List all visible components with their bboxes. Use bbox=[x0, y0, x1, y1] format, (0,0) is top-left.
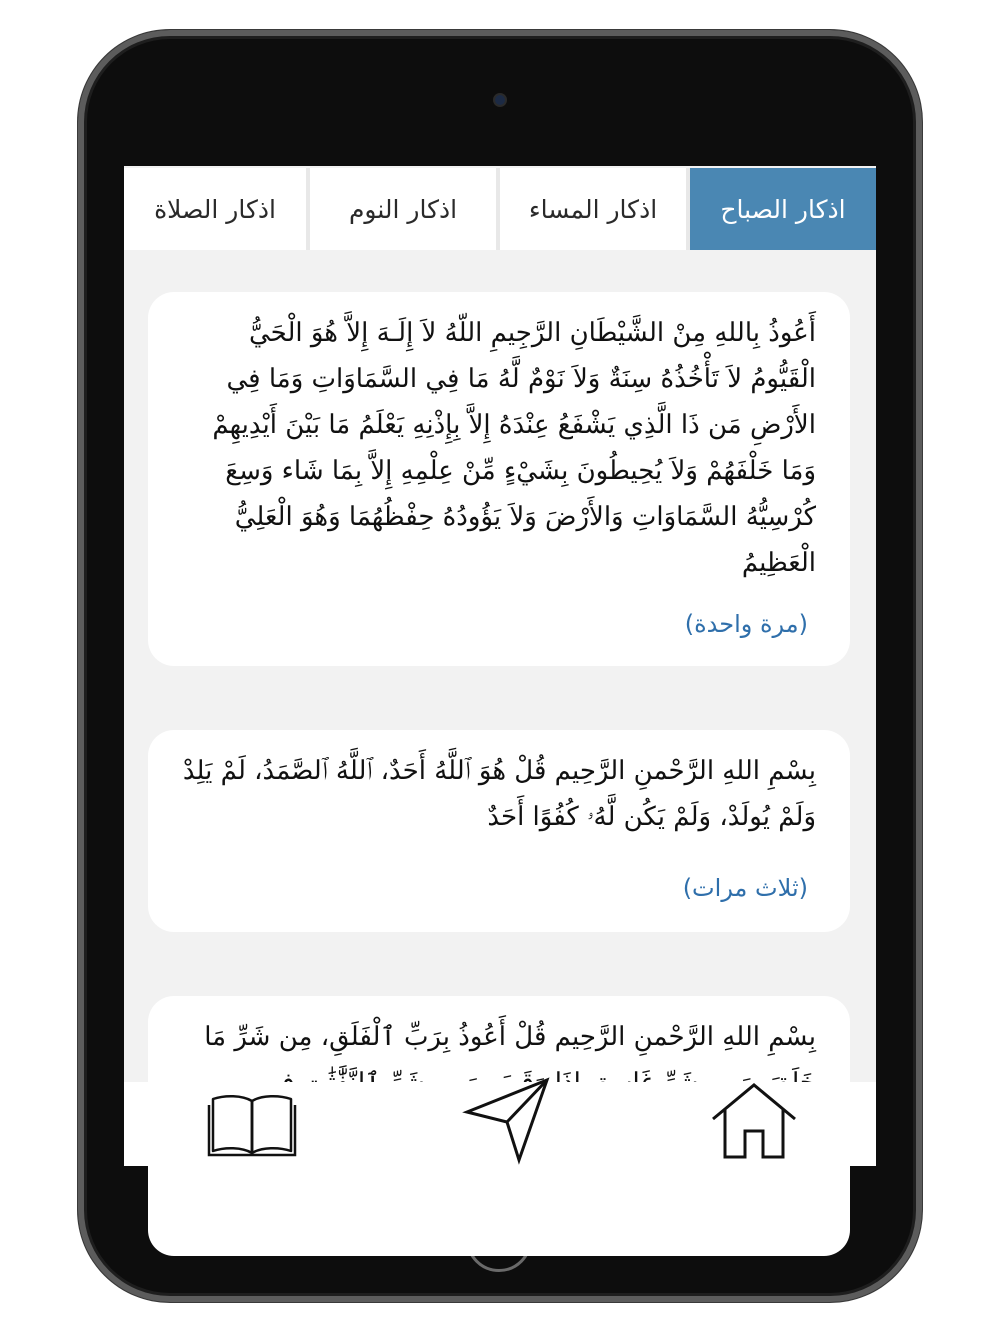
app-screen bbox=[124, 166, 876, 1166]
tab-bar bbox=[124, 168, 876, 250]
home-icon bbox=[709, 1087, 799, 1165]
front-camera bbox=[495, 95, 505, 105]
tab-morning-adhkar[interactable]: اذكار الصباح bbox=[690, 168, 876, 250]
tab-sleep-adhkar[interactable]: اذكار النوم bbox=[310, 168, 500, 250]
send-icon bbox=[463, 1086, 553, 1166]
dhikr-card bbox=[148, 730, 850, 932]
book-icon bbox=[207, 1091, 297, 1161]
nav-send-button[interactable] bbox=[458, 1088, 558, 1164]
repeat-count: (ثلاث مرات) bbox=[682, 874, 808, 902]
dhikr-card bbox=[148, 292, 850, 666]
dhikr-text: أَعُوذُ بِاللهِ مِنْ الشَّيْطَانِ الرَّجِيمِ اللّهُ لاَ إِلَـهَ إِلاَّ هُوَ الْحَيُّ الْقَيُّومُ لاَ تَأْخُذُهُ سِنَةٌ وَلاَ نَوْمٌ لَّهُ مَا فِي السَّمَاوَاتِ وَمَا فِي الأَرْضِ مَن ذَا الَّذِي يَشْفَعُ عِنْدَهُ إِلاَّ بِإِذْنِهِ يَعْلَمُ مَا بَيْنَ أَيْدِيهِمْ وَمَا خَلْفَهُمْ وَلاَ يُحِيطُونَ بِشَيْءٍ مِّنْ عِلْمِهِ إِلاَّ بِمَا شَاء وَسِعَ كُرْسِيُّهُ السَّمَاوَاتِ وَالأَرْضَ وَلاَ يَؤُودُهُ حِفْظُهُمَا وَهُوَ الْعَلِيُّ الْعَظِيمُ bbox=[212, 318, 816, 578]
bottom-nav bbox=[124, 1082, 876, 1166]
tab-prayer-adhkar[interactable]: اذكار الصلاة bbox=[124, 168, 310, 250]
nav-book-button[interactable] bbox=[202, 1088, 302, 1164]
adhkar-list[interactable] bbox=[124, 250, 876, 1082]
tab-evening-adhkar[interactable]: اذكار المساء bbox=[500, 168, 690, 250]
repeat-count: (مرة واحدة) bbox=[684, 610, 808, 638]
nav-home-button[interactable] bbox=[704, 1088, 804, 1164]
dhikr-text: بِسْمِ اللهِ الرَّحْمنِ الرَّحِيم قُلْ أَعُوذُ بِرَبِّ ٱلْفَلَقِ، مِن شَرِّ مَا bbox=[204, 1022, 816, 1052]
dhikr-text: بِسْمِ اللهِ الرَّحْمنِ الرَّحِيم قُلْ هُوَ ٱللَّهُ أَحَدٌ، ٱللَّهُ ٱلصَّمَدُ، لَمْ يَلِدْ وَلَمْ يُولَدْ، وَلَمْ يَكُن لَّهُۥ كُفُوًا أَحَدٌ bbox=[182, 756, 816, 832]
